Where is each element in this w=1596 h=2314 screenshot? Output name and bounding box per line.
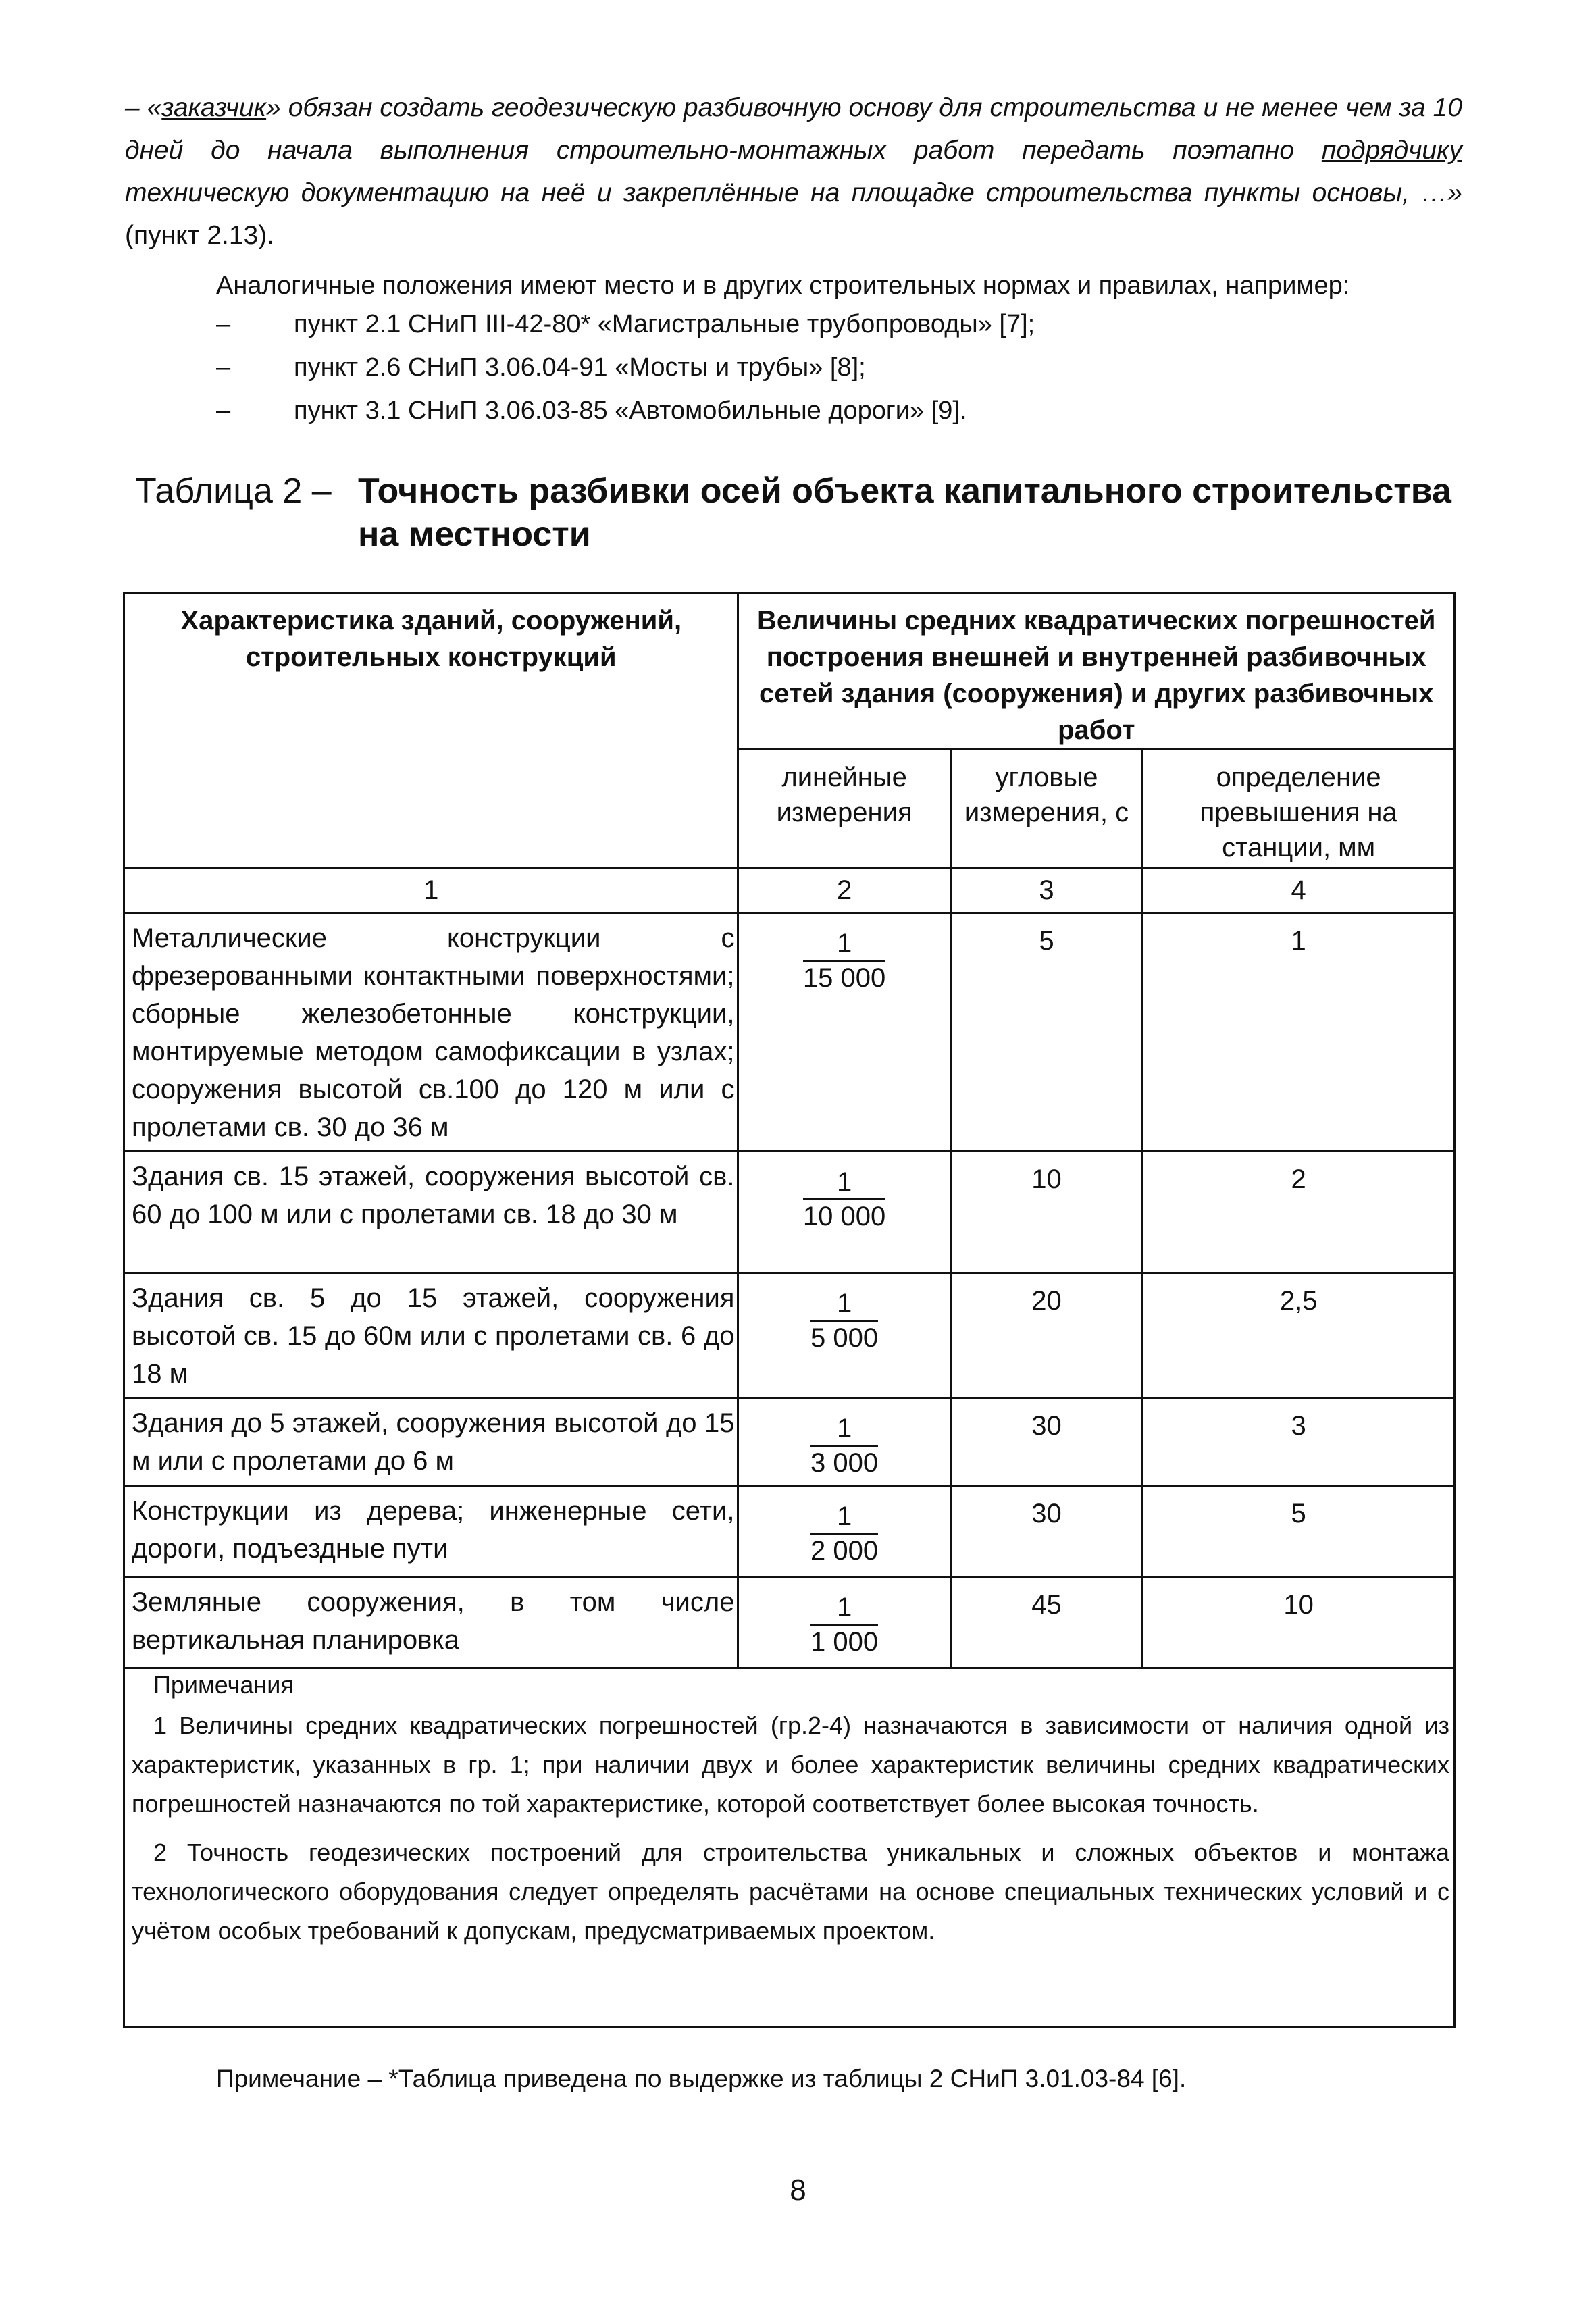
note-item: 2 Точность геодезических построений для строительства уникальных и сложных объектов и монтажа технологического оборудования следует определять расчётами на основе специальных технических условий и с учётом особых требований к допускам, предусматриваемых проектом.: [132, 1839, 1449, 1945]
height-accuracy: 10: [1143, 1577, 1455, 1668]
table-row: [124, 1273, 1455, 1398]
table-row: [124, 1486, 1455, 1577]
table-title-line-2: на местности: [358, 515, 591, 554]
row-characteristic: Конструкции из дерева; инженерные сети, дороги, подъездные пути: [124, 1486, 738, 1577]
reference-list: [216, 303, 1466, 432]
list-item: – пункт 2.6 СНиП 3.06.04-91 «Мосты и трубы» [8];: [216, 353, 866, 382]
column-number: 4: [1143, 868, 1455, 913]
row-characteristic: Металлические конструкции с фрезерованными контактными поверхностями; сборные железобетонные конструкции, монтируемые методом самофиксации в узлах; сооружения высотой св.100 до 120 м или с пролетами св. 30 до 36 м: [124, 913, 738, 1152]
column-number: 1: [124, 868, 738, 913]
page-number: 8: [790, 2174, 806, 2207]
accuracy-table: [123, 592, 1456, 1669]
contractor-term: подрядчику: [1321, 136, 1462, 165]
height-accuracy: 1: [1143, 913, 1455, 1152]
linear-accuracy: $\frac{1}{5 000}$: [738, 1273, 950, 1398]
height-accuracy: 3: [1143, 1398, 1455, 1486]
intro-paragraph: Аналогичные положения имеют место и в других строительных нормах и правилах, например:: [216, 272, 1350, 300]
header-error-values: Величины средних квадратических погрешностей построения внешней и внутренней разбивочных сетей здания (сооружения) и других разбивочных работ: [738, 594, 1455, 750]
list-item: – пункт 3.1 СНиП 3.06.03-85 «Автомобильные дороги» [9].: [216, 396, 967, 425]
angular-accuracy: 30: [950, 1486, 1143, 1577]
header-height: определение превышения на станции, мм: [1143, 750, 1455, 868]
header-linear: линейные измерения: [738, 750, 950, 868]
table-notes: [123, 1651, 1456, 2028]
table-title-line-1: Точность разбивки осей объекта капитального строительства: [358, 471, 1451, 511]
height-accuracy: 2: [1143, 1152, 1455, 1273]
table-label: Таблица 2 –: [135, 471, 332, 511]
row-characteristic: Здания св. 15 этажей, сооружения высотой св. 60 до 100 м или с пролетами св. 18 до 30 м: [124, 1152, 738, 1273]
note-item: 1 Величины средних квадратических погрешностей (гр.2-4) назначаются в зависимости от наличия одной из характеристик, указанных в гр. 1; при наличии двух и более характеристик величины средних квадратических погрешностей назначаются по той характеристике, которой соответствует более высокая точность.: [132, 1712, 1449, 1818]
customer-term: заказчик: [161, 93, 267, 122]
angular-accuracy: 20: [950, 1273, 1143, 1398]
table-title: [135, 469, 1486, 556]
angular-accuracy: 30: [950, 1398, 1143, 1486]
linear-accuracy: $\frac{1}{10 000}$: [738, 1152, 950, 1273]
header-characteristics: Характеристика зданий, сооружений, строительных конструкций: [124, 594, 738, 868]
height-accuracy: 2,5: [1143, 1273, 1455, 1398]
angular-accuracy: 45: [950, 1577, 1143, 1668]
height-accuracy: 5: [1143, 1486, 1455, 1577]
notes-heading: Примечания: [153, 1671, 294, 1699]
angular-accuracy: 5: [950, 913, 1143, 1152]
quote-part-2: техническую документацию на неё и закреплённые на площадке строительства пункты основы, …»: [125, 178, 1462, 207]
row-characteristic: Земляные сооружения, в том числе вертикальная планировка: [124, 1577, 738, 1668]
column-number: 2: [738, 868, 950, 913]
quote-dash: – «: [125, 93, 162, 122]
row-characteristic: Здания до 5 этажей, сооружения высотой до 15 м или с пролетами до 6 м: [124, 1398, 738, 1486]
table-row: [124, 1398, 1455, 1486]
linear-accuracy: $\frac{1}{2 000}$: [738, 1486, 950, 1577]
linear-accuracy: $\frac{1}{1 000}$: [738, 1577, 950, 1668]
column-number: 3: [950, 868, 1143, 913]
table-row: [124, 1152, 1455, 1273]
list-item: – пункт 2.1 СНиП III-42-80* «Магистральные трубопроводы» [7];: [216, 310, 1035, 338]
table-row: [124, 913, 1455, 1152]
quote-reference: (пункт 2.13).: [125, 221, 275, 250]
angular-accuracy: 10: [950, 1152, 1143, 1273]
linear-accuracy: $\frac{1}{3 000}$: [738, 1398, 950, 1486]
footnote: Примечание – *Таблица приведена по выдержке из таблицы 2 СНиП 3.01.03-84 [6].: [216, 2065, 1187, 2092]
quoted-clause: [125, 86, 1462, 257]
quote-part-1: » обязан создать геодезическую разбивочную основу для строительства и не менее чем за 10 дней до начала выполнения строительно-монтажных работ передать поэтапно: [125, 93, 1462, 165]
row-characteristic: Здания св. 5 до 15 этажей, сооружения высотой св. 15 до 60м или с пролетами св. 6 до 18 м: [124, 1273, 738, 1398]
header-angular: угловые измерения, с: [950, 750, 1143, 868]
linear-accuracy: $\frac{1}{15 000}$: [738, 913, 950, 1152]
